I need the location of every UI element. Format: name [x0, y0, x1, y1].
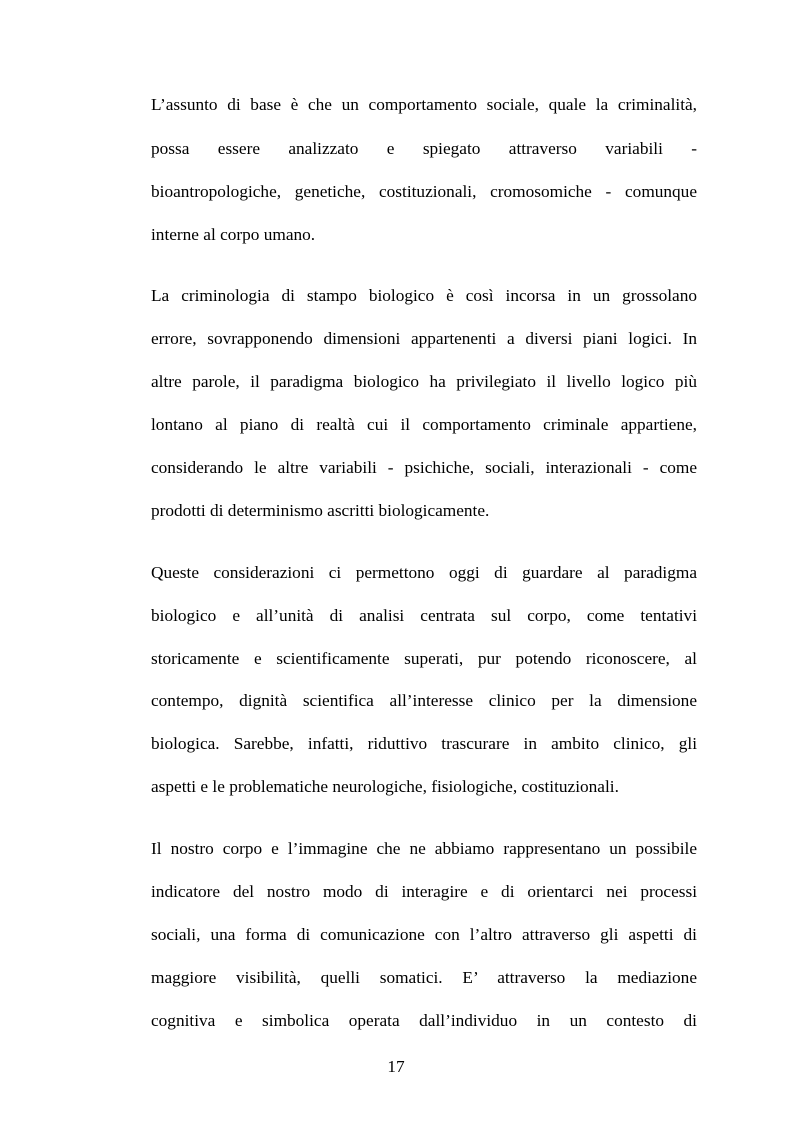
text-line: biologico e all’unità di analisi centrata sul corpo, come tentativi: [151, 606, 697, 625]
text-line: storicamente e scientificamente superati, pur potendo riconoscere, al: [151, 649, 697, 668]
text-line: possa essere analizzato e spiegato attraverso variabili -: [151, 139, 697, 158]
text-line: Queste considerazioni ci permettono oggi di guardare al paradigma: [151, 563, 697, 582]
text-line: errore, sovrapponendo dimensioni appartenenti a diversi piani logici. In: [151, 329, 697, 348]
text-line: bioantropologiche, genetiche, costituzionali, cromosomiche - comunque: [151, 182, 697, 201]
text-line: indicatore del nostro modo di interagire e di orientarci nei processi: [151, 882, 697, 901]
text-line: interne al corpo umano.: [151, 225, 316, 244]
text-line: L’assunto di base è che un comportamento sociale, quale la criminalità,: [151, 95, 697, 114]
text-line: contempo, dignità scientifica all’interesse clinico per la dimensione: [151, 691, 697, 710]
text-line: prodotti di determinismo ascritti biologicamente.: [151, 501, 490, 520]
text-line: lontano al piano di realtà cui il comportamento criminale appartiene,: [151, 415, 697, 434]
text-line: La criminologia di stampo biologico è così incorsa in un grossolano: [151, 286, 697, 305]
text-line: aspetti e le problematiche neurologiche, fisiologiche, costituzionali.: [151, 777, 619, 796]
text-line: considerando le altre variabili - psichiche, sociali, interazionali - come: [151, 458, 697, 477]
text-line: Il nostro corpo e l’immagine che ne abbiamo rappresentano un possibile: [151, 839, 697, 858]
text-line: sociali, una forma di comunicazione con l’altro attraverso gli aspetti di: [151, 925, 697, 944]
page-number: 17: [387, 1057, 405, 1076]
text-line: maggiore visibilità, quelli somatici. E’ attraverso la mediazione: [151, 968, 697, 987]
text-line: biologica. Sarebbe, infatti, riduttivo trascurare in ambito clinico, gli: [151, 734, 697, 753]
text-line: cognitiva e simbolica operata dall’individuo in un contesto di: [151, 1011, 697, 1030]
text-line: altre parole, il paradigma biologico ha privilegiato il livello logico più: [151, 372, 697, 391]
